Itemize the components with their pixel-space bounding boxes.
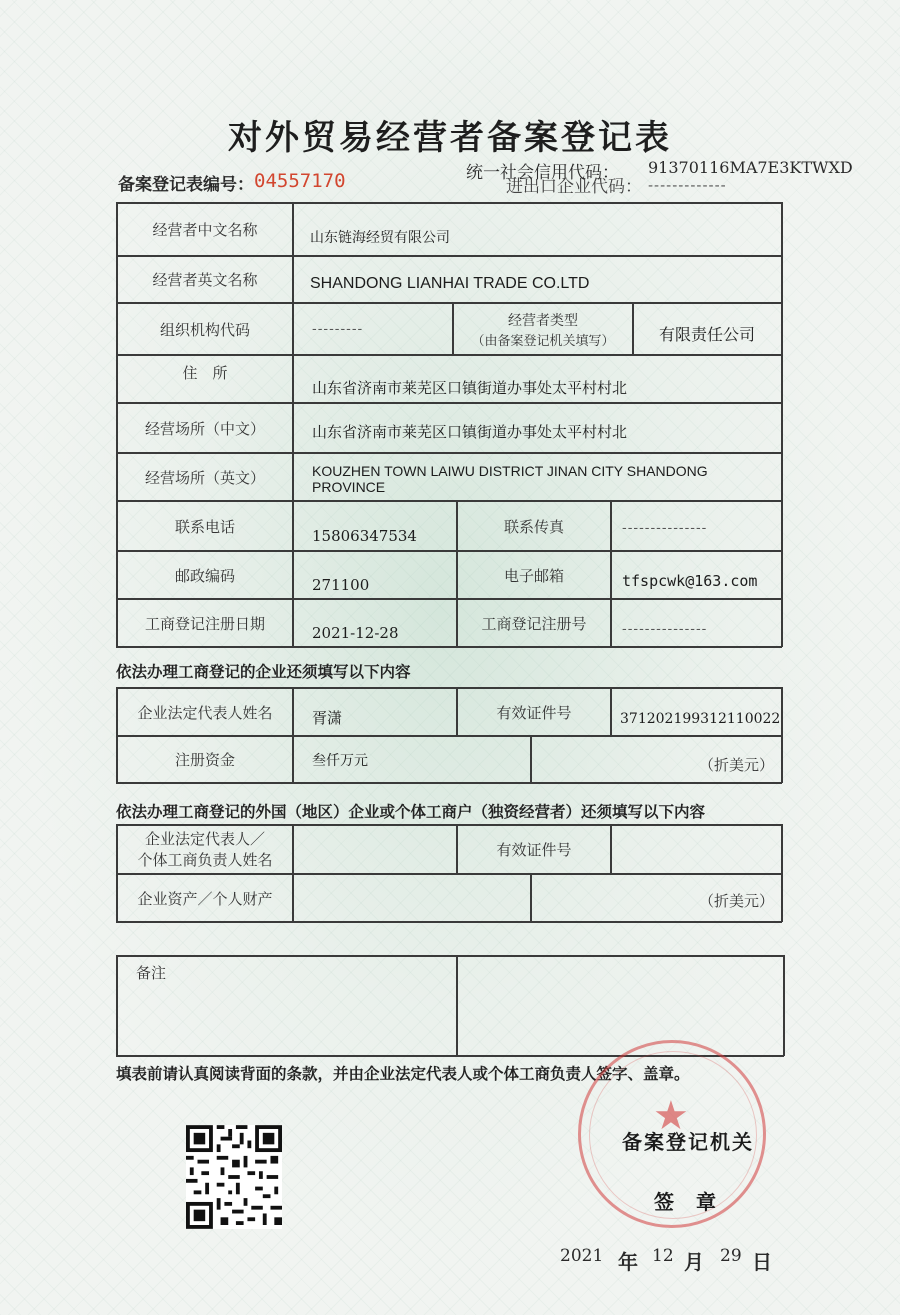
footnote: 填表前请认真阅读背面的条款，并由企业法定代表人或个体工商负责人签字、盖章。 (116, 1065, 690, 1083)
reg-no-label: 备案登记表编号： (118, 175, 254, 195)
table-rule (610, 687, 612, 735)
reg-capital-value: 叁仟万元 (312, 752, 368, 769)
address-value: 山东省济南市莱芜区口镇街道办事处太平村村北 (312, 378, 628, 397)
table-rule (781, 202, 783, 647)
reg-no-value: 04557170 (254, 170, 346, 192)
date-day-unit: 日 (752, 1250, 772, 1274)
section1-heading: 依法办理工商登记的企业还须填写以下内容 (116, 663, 411, 681)
reg-date-label: 工商登记注册日期 (144, 614, 265, 633)
table-rule (530, 873, 532, 922)
foreign-id-label: 有效证件号 (496, 841, 572, 859)
assets-label: 企业资产／个人财产 (137, 889, 273, 908)
id-no-value: 371202199312110022 (620, 711, 781, 727)
stamp-authority-label: 备案登记机关 (622, 1130, 754, 1154)
email-value: tfspcwk@163.com (622, 572, 758, 590)
table-rule (456, 955, 458, 1056)
qr-code (186, 1125, 282, 1229)
business-reg-no-value: --------------- (622, 621, 708, 637)
date-day: 29 (720, 1246, 742, 1266)
cn-name-value: 山东链海经贸有限公司 (310, 230, 450, 246)
fax-label: 联系传真 (503, 517, 564, 536)
operator-type-sublabel: （由备案登记机关填写） (471, 334, 615, 349)
phone-value: 15806347534 (312, 527, 417, 545)
cn-name-label: 经营者中文名称 (152, 221, 258, 239)
postal-label: 邮政编码 (174, 566, 235, 585)
org-code-value: --------- (312, 321, 364, 337)
org-code-label: 组织机构代码 (159, 320, 250, 339)
date-year: 2021 (560, 1246, 604, 1266)
date-month-unit: 月 (684, 1250, 704, 1274)
assets-usd-note: （折美元） (698, 891, 774, 910)
table-rule (530, 735, 532, 783)
remarks-label: 备注 (136, 964, 167, 982)
table-rule (610, 500, 612, 647)
place-cn-value: 山东省济南市莱芜区口镇街道办事处太平村村北 (312, 422, 628, 441)
credit-code-label: 统一社会信用代码： (466, 163, 619, 183)
legal-rep-value: 胥潇 (312, 708, 343, 727)
reg-date-value: 2021-12-28 (312, 624, 399, 642)
table-rule (292, 202, 294, 647)
place-en-label: 经营场所（英文） (144, 468, 265, 487)
place-en-value: KOUZHEN TOWN LAIWU DISTRICT JINAN CITY SHANDONG PROVINCE (312, 463, 708, 495)
star-icon: ★ (653, 1093, 689, 1139)
date-month: 12 (652, 1246, 674, 1266)
credit-code-value: 91370116MA7E3KTWXD (648, 158, 853, 177)
reg-capital-usd-note: （折美元） (698, 756, 774, 774)
business-reg-no-label: 工商登记注册号 (481, 614, 587, 633)
reg-capital-label: 注册资金 (174, 751, 235, 769)
stamp-sign-label: 签章 (654, 1190, 738, 1214)
table-rule (610, 824, 612, 873)
table-rule (783, 955, 785, 1056)
table-rule (116, 824, 782, 826)
legal-rep-label: 企业法定代表人姓名 (137, 703, 273, 722)
foreign-rep-label: 企业法定代表人／ (144, 830, 265, 848)
operator-type-value: 有限责任公司 (658, 324, 755, 344)
en-name-value: SHANDONG LIANHAI TRADE CO.LTD (310, 275, 590, 292)
place-cn-label: 经营场所（中文） (144, 419, 265, 438)
email-label: 电子邮箱 (503, 566, 564, 585)
enterprise-code-label: 进出口企业代码： (506, 177, 642, 197)
table-rule (116, 955, 118, 1056)
en-name-label: 经营者英文名称 (152, 271, 258, 289)
enterprise-code-blank: ------------- (648, 178, 727, 194)
table-rule (116, 955, 784, 957)
id-no-label: 有效证件号 (496, 703, 572, 722)
table-rule (292, 687, 294, 783)
postal-value: 271100 (312, 576, 370, 594)
operator-type-label: 经营者类型 (508, 313, 578, 329)
document-title: 对外贸易经营者备案登记表 (228, 118, 672, 158)
date-year-unit: 年 (618, 1250, 638, 1274)
foreign-rep-sublabel: 个体工商负责人姓名 (137, 851, 273, 869)
fax-value: --------------- (622, 520, 708, 536)
section2-heading: 依法办理工商登记的外国（地区）企业或个体工商户（独资经营者）还须填写以下内容 (116, 803, 706, 821)
phone-label: 联系电话 (174, 517, 235, 536)
table-rule (781, 824, 783, 922)
table-rule (292, 824, 294, 922)
address-label: 住 所 (182, 364, 228, 382)
